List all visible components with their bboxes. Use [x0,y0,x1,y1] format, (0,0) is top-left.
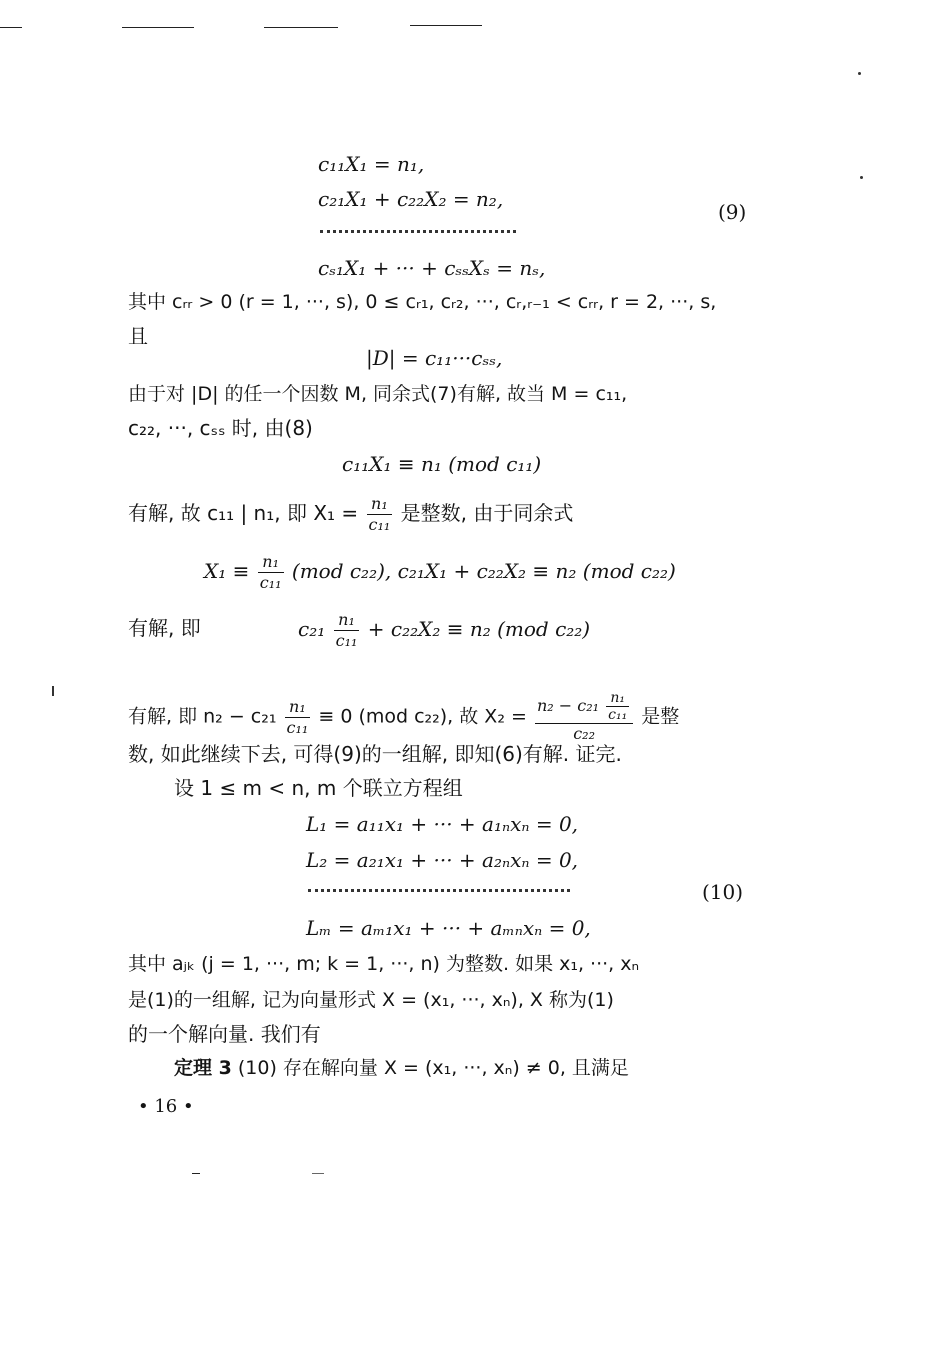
scan-speck [860,176,863,179]
eq-det-D: |D| = c₁₁···cₛₛ, [366,346,503,370]
top-rule-3 [264,27,338,28]
top-rule-4 [410,25,482,26]
theorem-text: (10) 存在解向量 X = (x₁, ···, xₙ) ≠ 0, 且满足 [237,1057,629,1079]
eqx1-part-a: X₁ ≡ [204,559,250,583]
bottom-mark-2 [312,1173,324,1174]
eq-c11-congruence: c₁₁X₁ ≡ n₁ (mod c₁₁) [342,452,542,476]
p5-big-fraction-num [535,690,633,724]
eqx1-fraction-den: c₁₁ [259,573,282,592]
p3-fraction-den: c₁₁ [368,515,391,534]
text-line-p7: 设 1 ≤ m < n, m 个联立方程组 [174,776,463,800]
eqx1-fraction [258,552,284,593]
p5-fraction [285,697,311,738]
p5-big-fraction-den: c₂₂ [573,724,595,743]
p5-inner-fraction [606,690,629,723]
p3-fraction [367,494,393,535]
eq10-ellipsis-row [308,889,570,893]
p3-fraction-num: n₁ [367,494,393,515]
p4-fraction-num: n₁ [334,610,360,631]
p5-inner-fraction-num: n₁ [606,690,629,707]
text-line-p1b: 且 [128,324,148,348]
eq-p4 [298,610,590,651]
p4-fraction [334,610,360,651]
scan-speck [858,72,861,75]
top-rule-1 [0,27,22,28]
eqx1-fraction-num: n₁ [258,552,284,573]
eqx1-part-b: (mod c₂₂), c₂₁X₁ + c₂₂X₂ ≡ n₂ (mod c₂₂) [291,559,676,583]
eq9-ellipsis-row [320,230,516,234]
p3-part-a: 有解, 故 c₁₁ | n₁, 即 X₁ = [128,501,359,525]
text-line-p8: 其中 aⱼₖ (j = 1, ···, m; k = 1, ···, n) 为整数. 如果 x₁, ···, xₙ [128,953,640,975]
text-line-p1: 其中 cᵣᵣ > 0 (r = 1, ···, s), 0 ≤ cᵣ₁, cᵣ₂, ···, cᵣ,ᵣ₋₁ < cᵣᵣ, r = 2, ···, s, [128,291,717,313]
p4-fraction-den: c₁₁ [335,631,358,650]
p4-eq-part-b: + c₂₂X₂ ≡ n₂ (mod c₂₂) [367,617,591,641]
eq-x1-congruence [204,552,676,593]
eq10-number: (10) [702,880,744,904]
p5-fraction-den: c₁₁ [286,717,309,737]
p5-big-num-a: n₂ − c₂₁ [536,696,600,715]
p3-part-b: 是整数, 由于同余式 [400,501,574,525]
theorem-3-line [174,1054,629,1082]
text-line-p6: 数, 如此继续下去, 可得(9)的一组解, 即知(6)有解. 证完. [128,742,622,766]
eq10-line2: L₂ = a₂₁x₁ + ··· + a₂ₙxₙ = 0, [306,848,579,872]
bottom-mark-1 [192,1173,200,1174]
eq9-line4: cₛ₁X₁ + ··· + cₛₛXₛ = nₛ, [318,256,546,280]
p5-fraction-num: n₁ [285,697,311,718]
p5-inner-fraction-den: c₁₁ [608,707,628,723]
text-line-p3 [128,494,573,535]
scan-speck [52,686,54,696]
p4-eq-part-a: c₂₁ [298,617,326,641]
eq10-line1: L₁ = a₁₁x₁ + ··· + a₁ₙxₙ = 0, [306,812,579,836]
text-line-p9: 是(1)的一组解, 记为向量形式 X = (x₁, ···, xₙ), X 称为(1) [128,989,614,1011]
p5-part-c: 是整 [641,705,680,728]
text-line-p5 [128,690,679,744]
eq9-number: (9) [718,200,747,224]
top-rule-2 [122,27,194,28]
eq9-line2: c₂₁X₁ + c₂₂X₂ = n₂, [318,187,504,211]
text-line-p2: 由于对 |D| 的任一个因数 M, 同余式(7)有解, 故当 M = c₁₁, [128,383,628,405]
text-line-p4: 有解, 即 [128,616,201,640]
p5-part-b: ≡ 0 (mod c₂₂), 故 X₂ = [318,705,527,728]
page-number: • 16 • [138,1096,194,1117]
p5-part-a: 有解, 即 n₂ − c₂₁ [128,705,277,728]
eq9-line1: c₁₁X₁ = n₁, [318,152,425,176]
text-line-p10: 的一个解向量. 我们有 [128,1022,321,1046]
theorem-label: 定理 3 [174,1057,232,1079]
text-line-p2b: c₂₂, ···, cₛₛ 时, 由(8) [128,416,313,440]
eq10-line4: Lₘ = aₘ₁x₁ + ··· + aₘₙxₙ = 0, [306,916,591,940]
p5-big-fraction [535,690,633,744]
